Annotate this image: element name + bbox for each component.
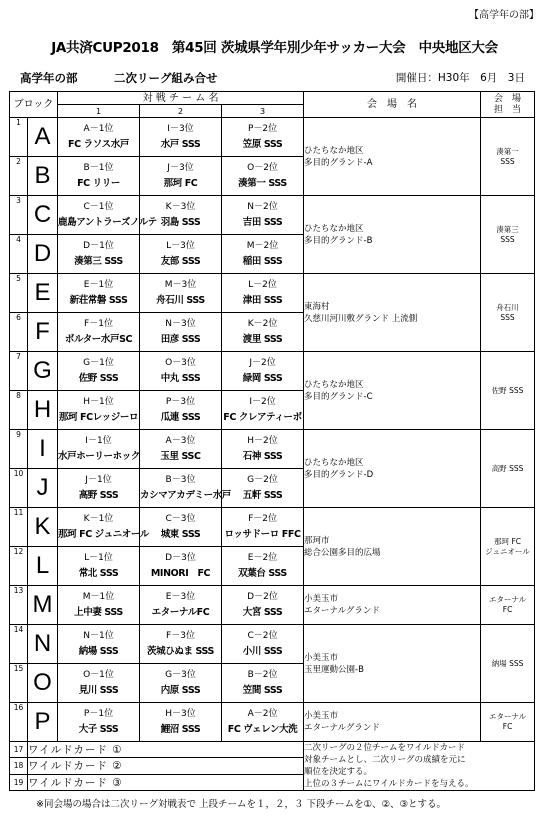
team-cell — [140, 508, 222, 547]
team-cell — [140, 118, 222, 157]
team-name: FC リリー — [77, 178, 120, 189]
team-cell — [58, 703, 140, 742]
team-seed: P－1位 — [83, 709, 114, 719]
row-number: 2 — [10, 157, 28, 196]
team-name: 新荘常磐 SSS — [69, 295, 128, 306]
team-cell — [140, 235, 222, 274]
team-name: 水戸ホーリーホック — [58, 451, 140, 462]
division-subtitle: 高学年の部 — [20, 71, 78, 85]
venue-ground: 多目的グランド-A — [304, 157, 373, 168]
row-number: 5 — [10, 274, 28, 313]
block-letter: K — [28, 508, 58, 547]
venue-cell — [304, 430, 481, 508]
wildcard-label: ワイルドカード ③ — [28, 774, 304, 790]
team-cell — [140, 469, 231, 508]
group-row — [10, 586, 535, 625]
team-name: 那珂 FC ジュニオール — [58, 529, 149, 540]
manager-header: 会 場 担 当 — [481, 92, 535, 118]
team-seed: I－3位 — [167, 124, 194, 134]
team-cell — [222, 547, 304, 586]
team-name: 田彦 SSS — [160, 334, 201, 345]
team-name: ロッサドーロ FFC — [224, 529, 301, 540]
venue-cell — [304, 352, 481, 430]
team-cell — [140, 547, 222, 586]
venue-area: ひたちなか地区 — [304, 145, 364, 156]
team-cell — [222, 196, 304, 235]
row-number: 8 — [10, 391, 28, 430]
team-seed: L－1位 — [84, 553, 113, 563]
venue-cell — [304, 625, 481, 703]
team-cell — [222, 469, 304, 508]
team-name: 友部 SSS — [160, 256, 201, 267]
team-cell — [222, 235, 304, 274]
team-seed: E－2位 — [247, 553, 278, 563]
team-seed: M－2位 — [246, 241, 279, 251]
team-cell — [140, 703, 222, 742]
team-seed: D－3位 — [165, 553, 196, 563]
row-number: 19 — [10, 774, 28, 790]
venue-area: 小美玉市 — [304, 711, 339, 721]
team-seed: P－3位 — [165, 397, 196, 407]
team-name: 舟石川 SSS — [156, 295, 205, 306]
venue-ground: エターナルグランド — [304, 723, 380, 733]
team-cell — [58, 664, 140, 703]
venue-manager: 那珂 FC ジュニオール — [481, 508, 535, 586]
group-row — [10, 703, 535, 742]
team-name: 緑岡 SSS — [242, 373, 283, 384]
team-seed: F－3位 — [166, 631, 195, 641]
venue-area: 小美玉市 — [304, 594, 339, 604]
team-seed: H－2位 — [247, 436, 278, 446]
team-cell — [222, 274, 304, 313]
venue-area: 那珂市 — [304, 535, 330, 546]
team-cell — [58, 625, 140, 664]
team-name: 石神 SSS — [242, 451, 283, 462]
team-seed: J－2位 — [249, 358, 276, 368]
team-cell — [222, 703, 304, 742]
wildcard-row — [10, 742, 535, 758]
row-number: 6 — [10, 313, 28, 352]
team-name: ボルター水戸SC — [64, 334, 133, 345]
venue-ground: 多目的グランド-D — [304, 469, 374, 480]
team-seed: H－3位 — [165, 709, 196, 719]
team-seed: G－3位 — [165, 670, 196, 680]
team-seed: L－3位 — [166, 241, 195, 251]
venue-ground: 久慈川河川敷グランド 上流側 — [304, 313, 418, 324]
group-row — [10, 430, 535, 469]
row-number: 7 — [10, 352, 28, 391]
row-number: 18 — [10, 758, 28, 774]
col-3-header: 3 — [222, 105, 304, 118]
team-seed: J－1位 — [85, 475, 112, 485]
team-name: 玉里 SSC — [160, 451, 201, 462]
team-seed: L－2位 — [248, 280, 277, 290]
row-number: 11 — [10, 508, 28, 547]
team-cell — [58, 508, 149, 547]
team-name: 鹿島アントラーズノルテ — [58, 217, 157, 228]
block-letter: N — [28, 625, 58, 664]
team-cell — [222, 625, 304, 664]
venue-cell — [304, 118, 481, 196]
team-seed: P－2位 — [247, 124, 278, 134]
team-seed: J－3位 — [167, 163, 194, 173]
team-name: 湊第三 SSS — [74, 256, 123, 267]
team-seed: O－2位 — [247, 163, 278, 173]
team-name: 那珂 FC — [163, 178, 198, 189]
team-seed: A－2位 — [247, 709, 278, 719]
team-name: 大宮 SSS — [242, 607, 283, 618]
row-number: 10 — [10, 469, 28, 508]
team-name: FC クレアティーボ — [223, 412, 302, 423]
team-seed: A－1位 — [83, 124, 114, 134]
team-cell — [58, 391, 140, 430]
team-cell — [58, 235, 140, 274]
team-seed: N－2位 — [247, 202, 278, 212]
venue-ground: 多目的グランド-B — [304, 235, 373, 246]
team-name: 水戸 SSS — [160, 139, 201, 150]
page-title: JA共済CUP2018 第45回 茨城県学年別少年サッカー大会 中央地区大会 — [51, 40, 498, 56]
row-number: 1 — [10, 118, 28, 157]
venue-ground: 玉里運動公園-B — [304, 664, 364, 675]
block-letter: D — [28, 235, 58, 274]
venue-ground: 多目的グランド-C — [304, 391, 373, 402]
team-cell — [222, 391, 304, 430]
team-name: 瓜連 SSS — [160, 412, 201, 423]
team-name: 笠間 SSS — [242, 685, 283, 696]
team-seed: N－3位 — [165, 319, 196, 329]
team-seed: G－1位 — [83, 358, 114, 368]
team-name: FC ラソス水戸 — [68, 139, 129, 150]
team-name: 双葉台 SSS — [238, 568, 287, 579]
venue-cell — [304, 274, 481, 352]
venue-area: 小美玉市 — [304, 652, 339, 663]
team-cell — [140, 586, 222, 625]
venue-ground: 総合公園多目的広場 — [304, 547, 381, 558]
team-name: MINORI FC — [150, 568, 211, 579]
team-cell — [58, 547, 140, 586]
team-cell — [140, 196, 222, 235]
block-letter: B — [28, 157, 58, 196]
team-seed: O－1位 — [83, 670, 114, 680]
team-seed: G－2位 — [247, 475, 278, 485]
team-name: 高野 SSS — [78, 490, 119, 501]
row-number: 4 — [10, 235, 28, 274]
team-seed: C－1位 — [83, 202, 114, 212]
venue-area: 東海村 — [304, 301, 330, 312]
team-name: FC ヴェレン大洗 — [227, 724, 298, 735]
row-number: 12 — [10, 547, 28, 586]
team-name: カシマアカデミー水戸 — [140, 490, 231, 501]
team-seed: D－2位 — [247, 592, 278, 602]
team-seed: C－3位 — [165, 514, 196, 524]
block-letter: G — [28, 352, 58, 391]
team-seed: E－3位 — [165, 592, 196, 602]
team-name: 渡里 SSS — [242, 334, 283, 345]
team-name: 小川 SSS — [242, 646, 283, 657]
team-cell — [222, 586, 304, 625]
team-cell — [140, 664, 222, 703]
team-cell — [58, 157, 140, 196]
wildcard-label: ワイルドカード ② — [28, 758, 304, 774]
venue-manager: 高野 SSS — [481, 430, 535, 508]
team-cell — [222, 430, 304, 469]
venue-manager: 舟石川 SSS — [481, 274, 535, 352]
team-cell — [140, 274, 222, 313]
team-cell — [58, 352, 140, 391]
team-cell — [140, 391, 222, 430]
venue-manager: 湊第三 SSS — [481, 196, 535, 274]
team-name: 羽島 SSS — [160, 217, 201, 228]
team-name: 五軒 SSS — [242, 490, 283, 501]
block-letter: P — [28, 703, 58, 742]
col-1-header: 1 — [58, 105, 140, 118]
team-seed: E－1位 — [83, 280, 114, 290]
venue-cell — [304, 196, 481, 274]
team-seed: O－3位 — [165, 358, 196, 368]
team-seed: K－2位 — [247, 319, 278, 329]
team-name: 津田 SSS — [242, 295, 283, 306]
team-name: 吉田 SSS — [242, 217, 283, 228]
team-cell — [222, 352, 304, 391]
group-row — [10, 274, 535, 313]
footnote: ※同会場の場合は二次リーグ対戦表で 上段チームを１，２，３ 下段チームを①、②、③とする。 — [36, 799, 447, 810]
venue-area: ひたちなか地区 — [304, 457, 364, 468]
team-seed: M－1位 — [82, 592, 115, 602]
team-cell — [58, 118, 140, 157]
team-name: 那珂 FCレッジーロ — [58, 412, 139, 423]
league-subtitle: 二次リーグ組み合せ — [114, 71, 218, 85]
team-seed: F－2位 — [248, 514, 277, 524]
team-cell — [58, 313, 140, 352]
team-cell — [58, 469, 140, 508]
block-letter: H — [28, 391, 58, 430]
block-header: ブロック — [10, 92, 58, 118]
team-cell — [222, 508, 304, 547]
venue-area: ひたちなか地区 — [304, 223, 364, 234]
team-name: 中丸 SSS — [160, 373, 201, 384]
team-seed: D－1位 — [83, 241, 114, 251]
team-cell — [222, 313, 304, 352]
match-header: 対 戦 チ ー ム 名 — [58, 92, 304, 105]
group-row — [10, 196, 535, 235]
block-letter: O — [28, 664, 58, 703]
row-number: 14 — [10, 625, 28, 664]
team-seed: C－2位 — [247, 631, 278, 641]
team-cell — [140, 313, 222, 352]
venue-header: 会 場 名 — [304, 92, 481, 118]
team-name: 大子 SSS — [78, 724, 119, 735]
team-cell — [140, 430, 222, 469]
block-letter: E — [28, 274, 58, 313]
block-letter: L — [28, 547, 58, 586]
team-cell — [140, 157, 222, 196]
team-seed: N－1位 — [83, 631, 114, 641]
row-number: 15 — [10, 664, 28, 703]
block-letter: J — [28, 469, 58, 508]
venue-ground: エターナルグランド — [304, 606, 380, 616]
group-row — [10, 625, 535, 664]
team-cell — [222, 157, 304, 196]
venue-manager: 納場 SSS — [481, 625, 535, 703]
venue-manager: エターナル FC — [481, 586, 535, 625]
team-seed: K－1位 — [83, 514, 114, 524]
team-seed: B－1位 — [83, 163, 114, 173]
team-seed: K－3位 — [165, 202, 196, 212]
team-name: エターナルFC — [151, 607, 210, 618]
block-letter: I — [28, 430, 58, 469]
team-name: 湊第一 SSS — [238, 178, 287, 189]
team-cell — [58, 274, 140, 313]
team-name: 鯉沼 SSS — [160, 724, 201, 735]
venue-manager: 佐野 SSS — [481, 352, 535, 430]
team-seed: H－1位 — [83, 397, 114, 407]
team-name: 納場 SSS — [78, 646, 119, 657]
team-seed: M－3位 — [164, 280, 197, 290]
col-2-header: 2 — [140, 105, 222, 118]
team-name: 上中妻 SSS — [74, 607, 123, 618]
block-letter: A — [28, 118, 58, 157]
team-seed: I－1位 — [85, 436, 112, 446]
group-row — [10, 508, 535, 547]
team-name: 佐野 SSS — [78, 373, 119, 384]
wildcard-label: ワイルドカード ① — [28, 742, 304, 758]
team-cell — [222, 664, 304, 703]
wildcard-note: 二次リーグの２位チームをワイルドカード 対象チームとし、二次リーグの成績を元に 順位を決定する。 上位の３チームにワイルドカードを与える。 — [304, 742, 535, 791]
division-label: 【高学年の部】 — [469, 10, 539, 21]
team-name: 笠原 SSS — [242, 139, 283, 150]
block-letter: F — [28, 313, 58, 352]
team-cell — [58, 586, 140, 625]
team-cell — [58, 430, 140, 469]
venue-area: ひたちなか地区 — [304, 379, 364, 390]
team-cell — [140, 625, 222, 664]
team-seed: B－3位 — [165, 475, 196, 485]
team-name: 茨城ひぬま SSS — [147, 646, 214, 657]
row-number: 9 — [10, 430, 28, 469]
block-letter: C — [28, 196, 58, 235]
block-letter: M — [28, 586, 58, 625]
row-number: 3 — [10, 196, 28, 235]
group-row — [10, 352, 535, 391]
team-seed: A－3位 — [165, 436, 196, 446]
team-name: 城東 SSS — [160, 529, 201, 540]
team-name: 内原 SSS — [160, 685, 201, 696]
team-cell — [58, 196, 157, 235]
group-row — [10, 118, 535, 157]
row-number: 17 — [10, 742, 28, 758]
team-seed: B－2位 — [247, 670, 278, 680]
row-number: 16 — [10, 703, 28, 742]
bracket-table — [9, 91, 535, 791]
team-cell — [222, 118, 304, 157]
venue-cell — [304, 586, 481, 625]
team-name: 見川 SSS — [78, 685, 119, 696]
team-seed: F－1位 — [84, 319, 113, 329]
team-seed: I－2位 — [249, 397, 276, 407]
team-cell — [140, 352, 222, 391]
event-date: 開催日：H30年 6月 3日 — [395, 72, 525, 84]
venue-manager: 湊第一 SSS — [481, 118, 535, 196]
venue-cell — [304, 703, 481, 742]
row-number: 13 — [10, 586, 28, 625]
venue-cell — [304, 508, 481, 586]
team-name: 常北 SSS — [78, 568, 119, 579]
venue-manager: エターナル FC — [481, 703, 535, 742]
team-name: 稲田 SSS — [242, 256, 283, 267]
